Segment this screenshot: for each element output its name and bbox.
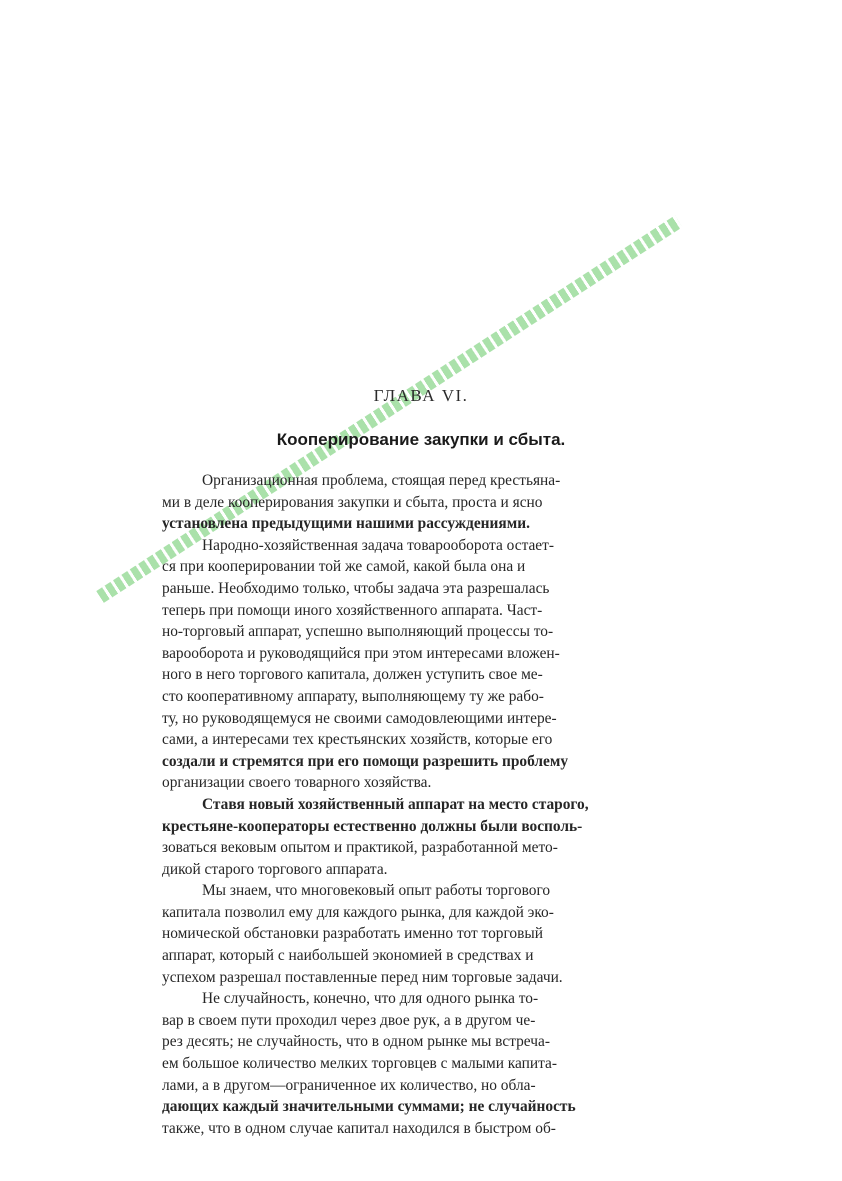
paragraph <box>162 794 672 880</box>
text-line: вар в своем пути проходил через двое рук, а в другом че- <box>162 1011 536 1029</box>
text-line: Народно-хозяйственная задача товарооборота остает- <box>202 536 554 554</box>
text-line: создали и стремятся при его помощи разрешить проблему <box>162 752 569 770</box>
text-line: Организационная проблема, стоящая перед крестьяна- <box>202 472 561 489</box>
text-line: зоваться вековым опытом и практикой, разработанной мето- <box>162 839 558 857</box>
text-line: установлена предыдущими нашими рассуждениями. <box>162 515 530 533</box>
text-line: организации своего товарного хозяйства. <box>162 774 432 792</box>
chapter-heading: ГЛАВА VI. <box>373 386 469 405</box>
text-line: капитала позволил ему для каждого рынка, для каждой эко- <box>162 903 554 921</box>
text-line: ся при кооперировании той же самой, какой была она и <box>162 558 526 576</box>
text-line: успехом разрешал поставленные перед ним торговые задачи. <box>162 968 563 986</box>
body-text <box>162 470 672 1139</box>
paragraph <box>162 988 672 1139</box>
text-line: дающих каждый значительными суммами; не случайность <box>162 1098 576 1116</box>
text-line: теперь при помощи иного хозяйственного аппарата. Част- <box>162 601 543 619</box>
chapter-title: Кооперирование закупки и сбыта. <box>276 430 566 449</box>
text-line: ем большое количество мелких торговцев с малыми капита- <box>162 1055 558 1073</box>
text-line: аппарат, который с наибольшей экономией в средствах и <box>162 947 534 965</box>
paragraph <box>162 535 672 794</box>
text-line: но-торговый аппарат, успешно выполняющий процессы то- <box>162 623 554 641</box>
text-line: Ставя новый хозяйственный аппарат на место старого, <box>202 795 589 813</box>
text-line: рез десять; не случайность, что в одном рынке мы встреча- <box>162 1033 550 1051</box>
text-line: дикой старого торгового аппарата. <box>162 860 388 878</box>
text-line: сами, а интересами тех крестьянских хозяйств, которые его <box>162 731 553 749</box>
text-line: ту, но руководящемуся не своими самодовлеющими интере- <box>162 709 557 727</box>
text-line: варооборота и руководящийся при этом интересами вложен- <box>162 644 560 662</box>
text-line: сто кооперативному аппарату, выполняющему ту же рабо- <box>162 687 544 705</box>
paragraph <box>162 470 672 535</box>
text-line: крестьяне-кооператоры естественно должны были восполь- <box>162 817 583 835</box>
text-line: Не случайность, конечно, что для одного рынка то- <box>202 990 539 1008</box>
text-line: также, что в одном случае капитал находился в быстром об- <box>162 1119 556 1137</box>
paragraph <box>162 880 672 988</box>
text-line: Мы знаем, что многовековый опыт работы торгового <box>202 882 551 900</box>
text-line: ного в него торгового капитала, должен уступить свое ме- <box>162 666 543 684</box>
text-line: лами, а в другом—ограниченное их количество, но обла- <box>162 1076 536 1094</box>
text-line: ми в деле кооперирования закупки и сбыта, проста и ясно <box>162 493 543 511</box>
text-line: номической обстановки разработать именно тот торговый <box>162 925 543 943</box>
text-line: раньше. Необходимо только, чтобы задача эта разрешалась <box>162 579 550 597</box>
